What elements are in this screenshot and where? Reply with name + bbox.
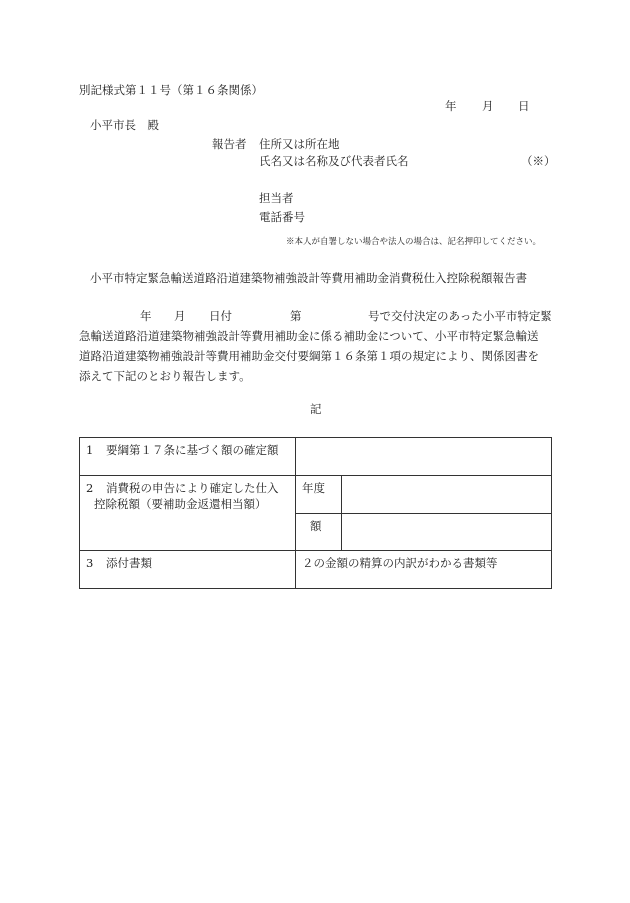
contact-person: 担当者	[259, 191, 294, 205]
body-year: 年	[140, 309, 152, 323]
row3-label: 添付書類	[106, 556, 152, 570]
row2-label-line1: 消費税の申告により確定した仕入	[106, 481, 279, 495]
report-body	[79, 306, 554, 386]
row2-label-line2: 控除税額（要補助金返還相当額）	[94, 497, 267, 511]
form-id: 別記様式第１１号（第１６条関係）	[79, 83, 263, 97]
reporter-address: 住所又は所在地	[259, 137, 340, 151]
body-line-1-rest: 号で交付決定のあった小平市特定緊	[368, 309, 552, 323]
date-year: 年	[445, 99, 457, 113]
body-line-2: 急輸送道路沿道建築物補強設計等費用補助金に係る補助金について、小平市特定緊急輸送	[79, 329, 539, 343]
row2-number: 2	[86, 481, 94, 495]
row1-label-cell	[80, 438, 296, 476]
seal-note: ※本人が自署しない場合や法人の場合は、記名押印してください。	[286, 237, 542, 247]
body-number-prefix: 第	[290, 309, 302, 323]
table-row	[80, 438, 552, 476]
row2-sub2-label: 額	[296, 514, 342, 551]
ki-heading: 記	[310, 402, 322, 416]
row2-label-cell	[80, 476, 296, 551]
date-day: 日	[518, 99, 530, 113]
report-table	[79, 437, 552, 589]
row1-value-cell	[296, 438, 552, 476]
row1-label: 要綱第１７条に基づく額の確定額	[106, 443, 279, 457]
body-month: 月	[174, 309, 186, 323]
date-month: 月	[482, 99, 494, 113]
row1-number: 1	[86, 443, 94, 457]
phone-number: 電話番号	[259, 210, 305, 224]
row2-sub1-label: 年度	[296, 476, 342, 514]
document-title: 小平市特定緊急輸送道路沿道建築物補強設計等費用補助金消費税仕入控除税額報告書	[90, 271, 527, 285]
addressee: 小平市長 殿	[90, 118, 159, 132]
body-line-1	[79, 306, 554, 326]
body-line-3: 道路沿道建築物補強設計等費用補助金交付要綱第１６条第１項の規定により、関係図書を	[79, 349, 539, 363]
body-day-attach: 日付	[209, 309, 232, 323]
body-line-4: 添えて下記のとおり報告します。	[79, 369, 251, 383]
row3-number: 3	[86, 556, 94, 570]
reporter-name: 氏名又は名称及び代表者氏名	[259, 154, 409, 168]
table-row	[80, 551, 552, 589]
reporter-label: 報告者	[212, 137, 247, 151]
table-row	[80, 476, 552, 514]
row3-value-cell: ２の金額の精算の内訳がわかる書類等	[296, 551, 552, 589]
row3-label-cell	[80, 551, 296, 589]
row2-sub2-value	[342, 514, 552, 551]
reporter-mark: （※）	[521, 154, 556, 168]
row2-sub1-value	[342, 476, 552, 514]
